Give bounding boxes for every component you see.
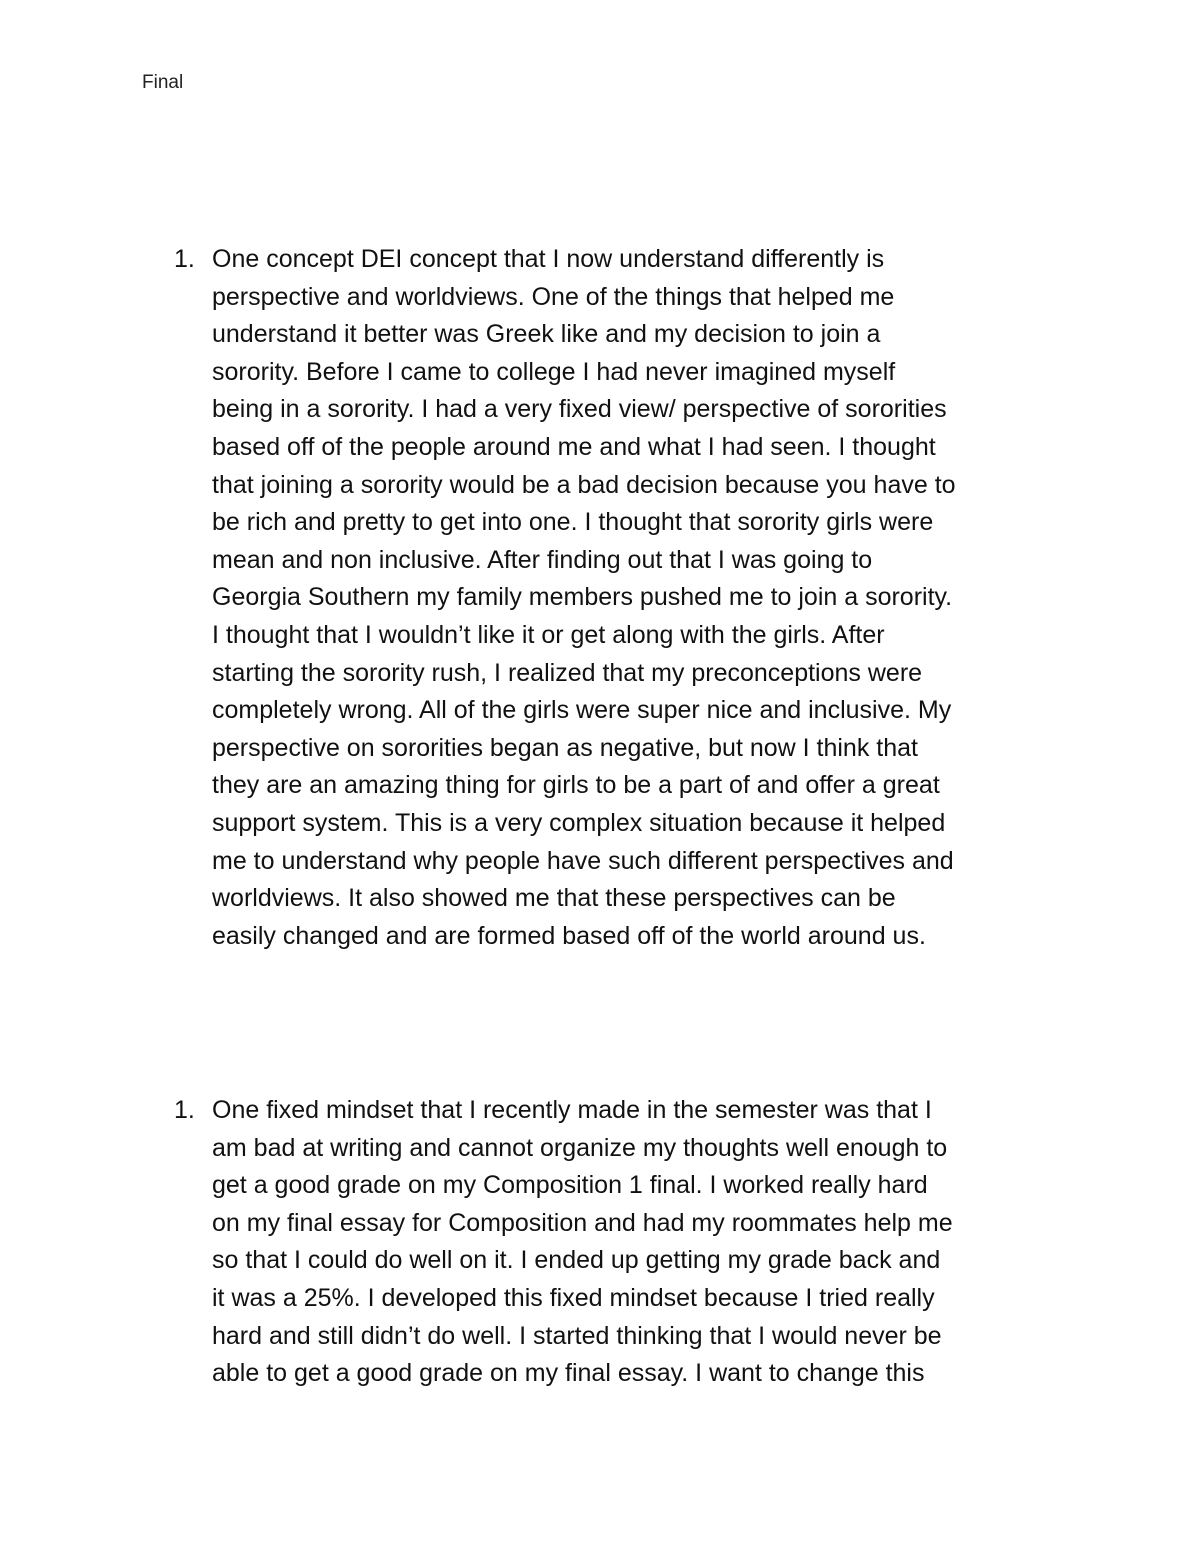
list-number: 1. xyxy=(174,245,195,273)
document-header: Final xyxy=(142,72,184,93)
list-number: 1. xyxy=(174,1096,195,1124)
list-paragraph: One fixed mindset that I recently made in the semester was that I am bad at writing and cannot organize my thoughts well enough to get a good grade on my Composition 1 final. I worked really hard on my final essay for Composition and had my roommates help me so that I could do well on it. I ended up getting my grade back and it was a 25%. I developed this fixed mindset because I tried really hard and still didn’t do well. I started thinking that I would never be able to get a good grade on my final essay. I want to change this xyxy=(212,1096,953,1388)
list-paragraph: One concept DEI concept that I now understand differently is perspective and worldviews. One of the things that helped me understand it better was Greek like and my decision to join a sorority. Before I came to college I had never imagined myself being in a sorority. I had a very fixed view/ perspective of sororities based off of the people around me and what I had seen. I thought that joining a sorority would be a bad decision because you have to be rich and pretty to get into one. I thought that sorority girls were mean and non inclusive. After finding out that I was going to Georgia Southern my family members pushed me to join a sorority. I thought that I wouldn’t like it or get along with the girls. After starting the sorority rush, I realized that my preconceptions were completely wrong. All of the girls were super nice and inclusive. My perspective on sororities began as negative, but now I think that they are an amazing thing for girls to be a part of and offer a great support system. This is a very complex situation because it helped me to understand why people have such different perspectives and worldviews. It also showed me that these perspectives can be easily changed and are formed based off of the world around us. xyxy=(212,245,956,950)
